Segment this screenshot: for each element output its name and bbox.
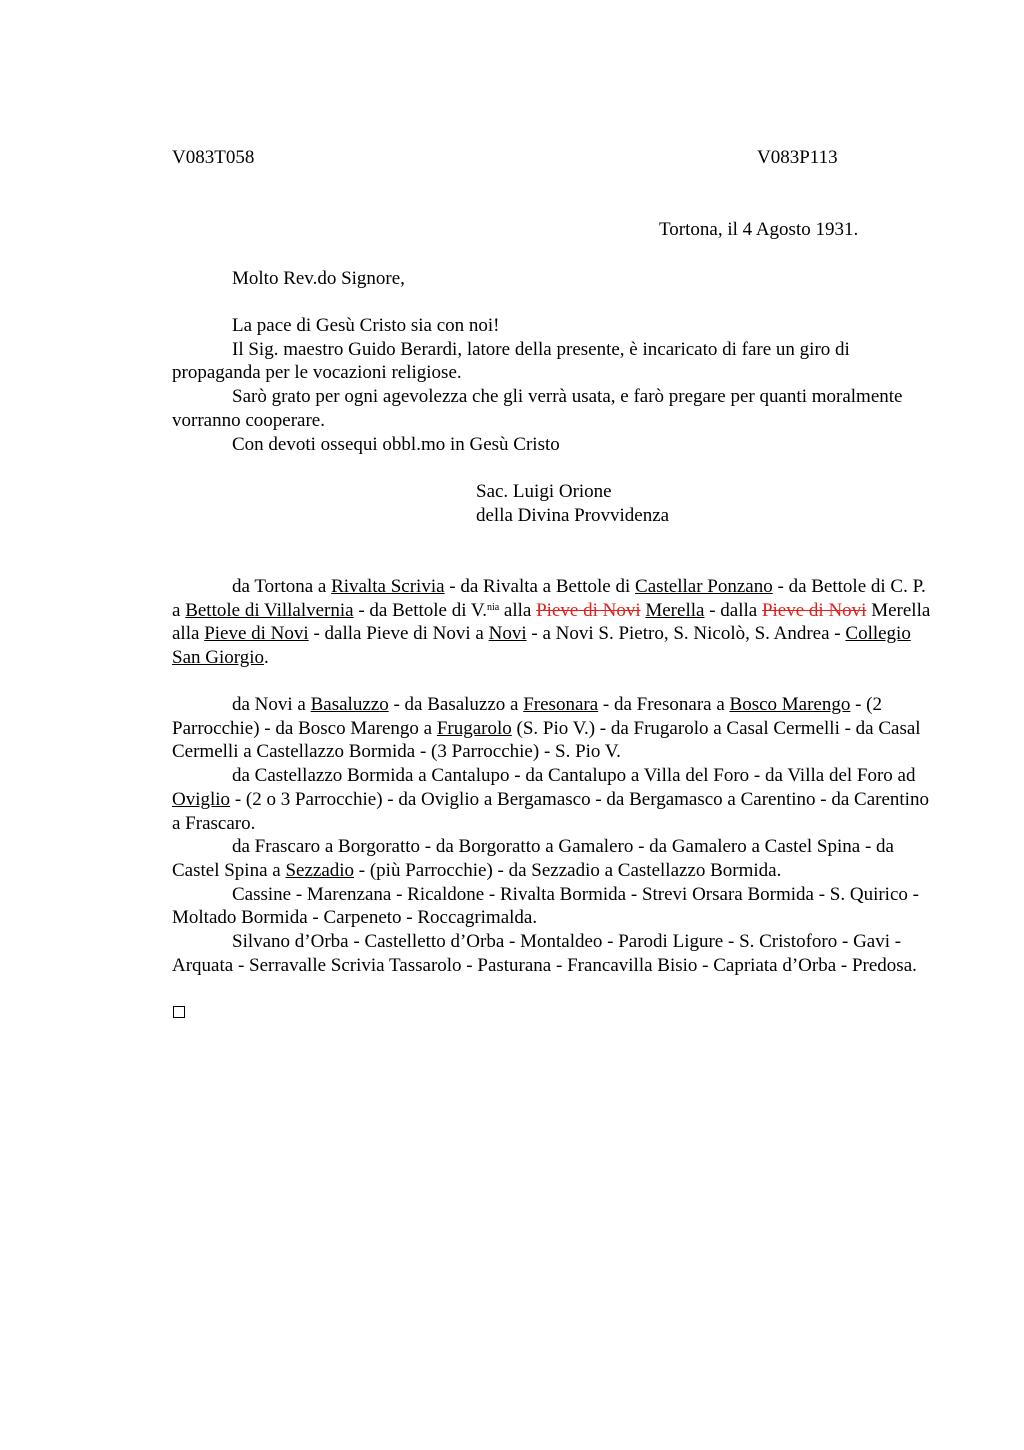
body-paragraph: La pace di Gesù Cristo sia con noi!: [232, 315, 500, 336]
document-code-left: V083T058: [172, 147, 255, 168]
place-name: Bettole di Villalvernia: [185, 599, 354, 621]
text-run: da Castellazzo Bormida a Cantalupo - da Cantalupo a Villa del Foro - da Villa del Foro ad: [232, 765, 916, 787]
signature-name: Sac. Luigi Orione: [476, 481, 612, 502]
text-run: da Novi a: [232, 694, 311, 715]
itinerary-paragraph: [172, 693, 932, 764]
text-run: - da Bettole di V.: [353, 599, 487, 621]
salutation: Molto Rev.do Signore,: [232, 268, 405, 289]
struck-text: Pieve di Novi: [536, 599, 641, 621]
body-paragraph: Il Sig. maestro Guido Berardi, latore della presente, è incaricato di fare un giro di propaganda per le vocazioni religiose.: [172, 338, 850, 384]
place-name: Oviglio: [172, 788, 231, 810]
text-run: - dalla Pieve di Novi a: [308, 623, 489, 645]
place-name: Fresonara: [523, 694, 599, 715]
place-name: Collegio San Giorgio: [172, 623, 911, 669]
itinerary-section-1: [172, 575, 932, 670]
text-run: - (2 o 3 Parrocchie) - da Oviglio a Bergamasco - da Bergamasco a Carentino - da Carentino a Frascaro.: [172, 788, 929, 834]
text-run: - a Novi S. Pietro, S. Nicolò, S. Andrea -: [526, 623, 846, 645]
itinerary-paragraph: Silvano d’Orba - Castelletto d’Orba - Montaldeo - Parodi Ligure - S. Cristoforo - Gavi - Arquata - Serravalle Scrivia Tassarolo - Pasturana - Francavilla Bisio - Capriata d’Orba - Predosa.: [172, 931, 917, 976]
letter-body: [172, 314, 932, 456]
end-marker-box-icon: [173, 1006, 185, 1018]
signature-title: della Divina Provvidenza: [476, 505, 670, 526]
place-name: Sezzadio: [285, 859, 355, 881]
superscript: nia: [486, 601, 500, 613]
text-run: da Tortona a: [232, 576, 332, 597]
text-run: - (più Parrocchie) - da Sezzadio a Castellazzo Bormida.: [354, 859, 782, 881]
place-name: Bosco Marengo: [729, 694, 851, 715]
text-run: Merella alla: [172, 599, 931, 645]
text-run: - da Rivalta a Bettole di: [444, 576, 636, 597]
body-paragraph: Con devoti ossequi obbl.mo in Gesù Cristo: [232, 433, 560, 455]
place-name: Basaluzzo: [310, 694, 389, 715]
text-run: - da Basaluzzo a: [388, 694, 524, 715]
text-run: - da Fresonara a: [598, 694, 730, 715]
text-run: alla: [499, 599, 537, 621]
date-line: Tortona, il 4 Agosto 1931.: [659, 219, 859, 240]
text-run: - dalla: [704, 599, 762, 621]
text-run: .: [264, 647, 269, 669]
place-name: Rivalta Scrivia: [331, 576, 445, 597]
text-run: - da Bettole di C. P. a: [172, 576, 926, 621]
text-run: - (2 Parrocchie) - da Bosco Marengo a: [172, 694, 883, 739]
place-name: Merella: [645, 599, 705, 621]
place-name: Frugarolo: [436, 717, 512, 739]
itinerary-paragraph: [172, 835, 932, 882]
place-name: Pieve di Novi: [204, 623, 309, 645]
itinerary-paragraph: Cassine - Marenzana - Ricaldone - Rivalta Bormida - Strevi Orsara Bormida - S. Quirico - Moltado Bormida - Carpeneto - Roccagrimalda.: [172, 883, 919, 929]
struck-text: Pieve di Novi: [761, 599, 867, 621]
itinerary-section-2: [172, 693, 932, 977]
text-run: (S. Pio V.) - da Frugarolo a Casal Cermelli - da Casal Cermelli a Castellazzo Bormida - (3 Parrocchie) - S. Pio V.: [172, 717, 921, 763]
place-name: Novi: [488, 623, 527, 645]
document-code-right: V083P113: [757, 147, 838, 168]
itinerary-paragraph: [172, 575, 932, 670]
body-paragraph: Sarò grato per ogni agevolezza che gli verrà usata, e farò pregare per quanti moralmente vorranno cooperare.: [172, 386, 903, 431]
place-name: Castellar Ponzano: [635, 576, 773, 597]
text-run: da Frascaro a Borgoratto - da Borgoratto a Gamalero - da Gamalero a Castel Spina - da Castel Spina a: [172, 836, 894, 881]
itinerary-paragraph: [172, 764, 932, 835]
